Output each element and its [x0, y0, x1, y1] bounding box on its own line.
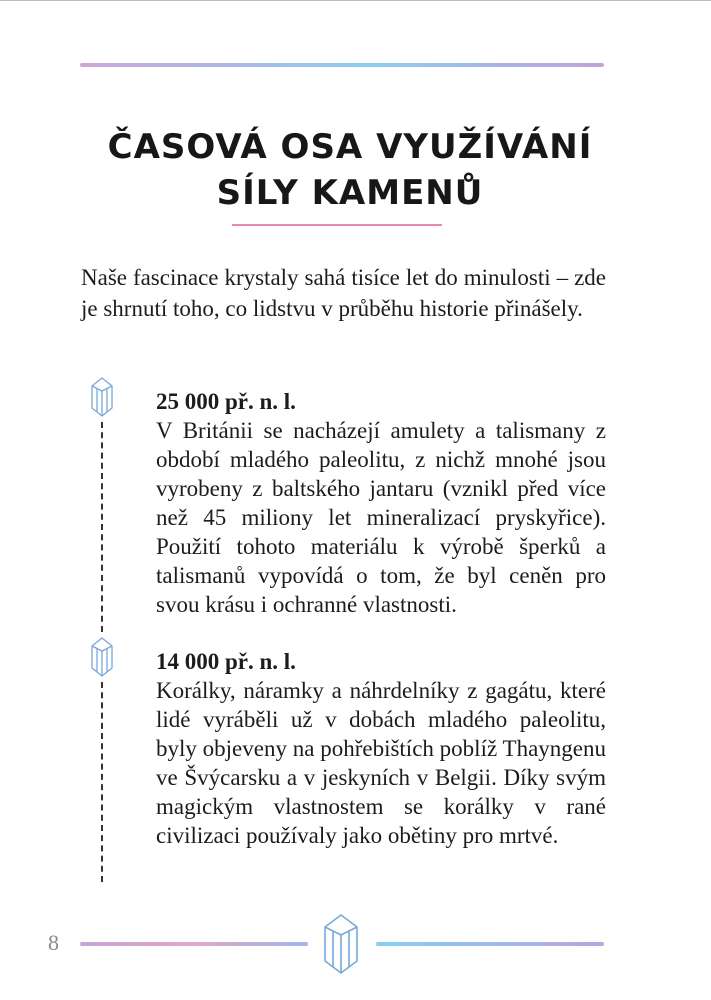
- top-decorative-rule: [80, 63, 604, 67]
- timeline-dashed-connector: [101, 422, 103, 632]
- entry-text: Korálky, náramky a náhrdelníky z gagátu, které lidé vyráběli už v dobách mladého paleolitu, byly objeveny na pohřebištích poblíž Thayngenu ve Švýcarsku a v jeskyních v Belgii. Díky svým magickým vlastnostem se korálky v rané civilizaci používaly jako obětiny pro mrtvé.: [156, 678, 606, 848]
- entry-text: V Británii se nacházejí amulety a talismany z období mladého paleolitu, z nichž mnohé jsou vyrobeny z baltského jantaru (vznikl před více než 45 miliony let mineralizací pryskyřice). Použití tohoto materiálu k výrobě šperků a talismanů vypovídá o tom, že byl ceněn pro svou krásu i ochranné vlastnosti.: [156, 418, 606, 617]
- page-title-line-2: SÍLY KAMENŮ: [216, 173, 484, 213]
- timeline-entry: [156, 387, 606, 619]
- intro-paragraph: Naše fascinace krystaly sahá tisíce let do minulosti – zde je shrnutí toho, co lidstvu v průběhu historie přinášely.: [81, 265, 606, 321]
- page-top-border: [0, 0, 711, 1]
- bottom-decorative-rule-left: [80, 942, 308, 946]
- timeline-entry: [156, 647, 606, 850]
- bottom-decorative-rule-right: [376, 942, 604, 946]
- page-title-line-1: ČASOVÁ OSA VYUŽÍVÁNÍ: [107, 127, 593, 167]
- timeline-dashed-connector: [101, 682, 103, 882]
- entry-date: 14 000 př. n. l.: [156, 649, 296, 674]
- page-number: 8: [48, 930, 59, 955]
- page-title: [80, 124, 620, 216]
- title-underline: [232, 224, 442, 226]
- crystal-icon: [91, 637, 113, 677]
- entry-date: 25 000 př. n. l.: [156, 389, 296, 414]
- crystal-icon: [91, 377, 113, 417]
- crystal-icon: [323, 913, 359, 975]
